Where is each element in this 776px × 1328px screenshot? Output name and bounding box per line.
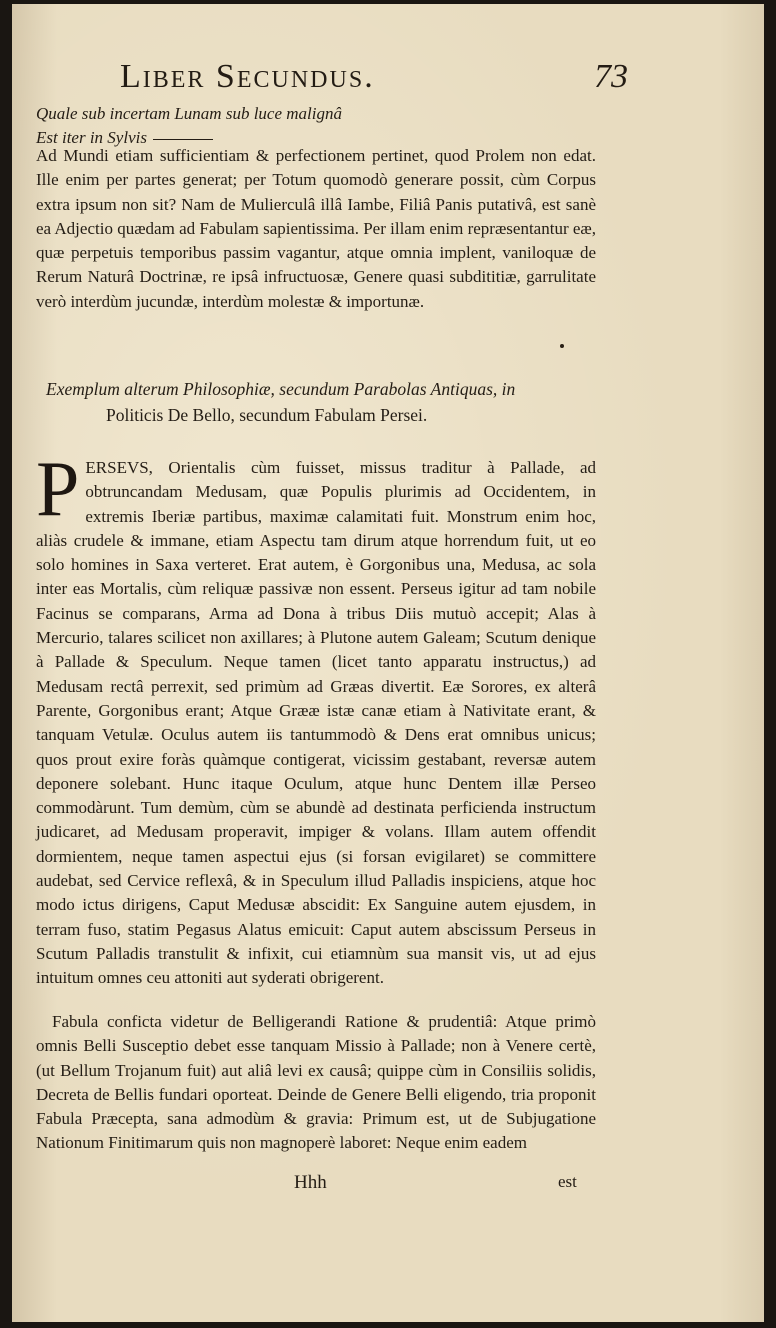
verse-rule: [153, 139, 213, 140]
paragraph-2-text: ERSEVS, Orientalis cùm fuisset, missus traditur à Pallade, ad obtruncandam Medusam, quæ Populis plurimis ad Occidentem, in extremis Iberiæ partibus, maximæ calamitati fuit. Monstrum enim hoc, aliàs crudele & immane, etiam Aspectu tam dirum atque horrendum fuit, ut eo solo homines in Saxa verteret. Erat autem, è Gorgonibus una, Medusa, ac sola inter eas Mortalis, cùm reliquæ passivæ non essent. Perseus igitur ad tam nobile Facinus se comparans, Arma ad Dona à tribus Diis mutuò accepit; Alas à Mercurio, talares scilicet non axillares; à Plutone autem Galeam; Scutum denique à Pallade & Speculum. Neque tamen (licet tanto apparatu instructus,) ad Medusam rectâ perrexit, sed primùm ad Græas divertit. Eæ Sorores, ex alterâ Parente, Gorgonibus erant; Atque Grææ istæ canæ etiam à Nativitate erant, & tanquam Vetulæ. Oculus autem iis tantummodò & Dens erat omnibus unicus; quos prout exire foràs quàmque contigerat, vicissim gestabant, reversæ autem deponere solebant. Hunc itaque Oculum, atque hunc Dentem illæ Perseo commodàrunt. Tum demùm, cùm se abundè ad destinata perficienda instructum judicaret, ad Medusam properavit, impiger & volans. Illam autem offendit dormientem, neque tamen aspectui ejus (si forsan evigilaret) se committere audebat, sed Cervice reflexâ, & in Speculum illud Palladis inspiciens, atque hoc modo ictus dirigens, Caput Medusæ abscidit: Ex Sanguine autem ejusdem, in terram fuso, statim Pegasus Alatus emicuit: Caput autem abscissum Perseus in Scutum Palladis transtulit & infixit, cui etiamnùm sua mansit vis, ut ad ejus intuitum omnes ceu attoniti aut syderati obrigerent.: [36, 458, 596, 988]
signature-mark: Hhh: [294, 1172, 327, 1193]
verse-line-2: Est iter in Sylvis: [36, 126, 596, 150]
section-title-line-1: Exemplum alterum Philosophiæ, secundum Parabolas Antiquas, in: [46, 379, 516, 399]
verse-line-1: Quale sub incertam Lunam sub luce malignâ: [36, 104, 342, 123]
section-title-line-2: Politicis De Bello, secundum Fabulam Persei.: [106, 405, 428, 425]
paragraph-1: Ad Mundi etiam sufficientiam & perfectionem pertinet, quod Prolem non edat. Ille enim per partes generat; per Totum quomodò generare possit, cùm Corpus extra ipsum non sit? Nam de Mulierculâ illâ Iambe, Filiâ Panis putativâ, est sanè ea Adjectio quædam ad Fabulam sapientissima. Per illam enim repræsentantur eæ, quæ perpetuis temporibus passim vagantur, atque omnia implent, vaniloquæ de Rerum Naturâ Doctrinæ, re ipsâ infructuosæ, Genere quasi subdititiæ, garrulitate verò interdùm jucundæ, interdùm molestæ & importunæ.: [36, 146, 596, 311]
ink-spot: [560, 344, 564, 348]
paragraph-2: [36, 445, 596, 991]
verse-quotation: [36, 102, 596, 150]
drop-cap: P: [36, 445, 80, 532]
page-header: [12, 52, 764, 102]
paragraph-3: Fabula conficta videtur de Belligerandi Ratione & prudentiâ: Atque primò omnis Belli Susceptio debet esse tanquam Missio à Pallade; non à Venere certè, (ut Bellum Trojanum fuit) aut aliâ levi ex causâ; quippe cùm in Consiliis solidis, Decreta de Bellis fundari oporteat. Deinde de Genere Belli eligendo, tria proponit Fabula Præcepta, sana admodùm & gravia: Primum est, ut de Subjugatione Nationum Finitimarum quis non magnoperè laboret: Neque enim eadem: [36, 1012, 596, 1153]
book-page: [12, 4, 764, 1322]
running-head: Liber Secundus.: [120, 58, 375, 95]
page-number: 73: [594, 58, 628, 95]
catchword: est: [558, 1172, 577, 1191]
section-title: [36, 376, 606, 428]
